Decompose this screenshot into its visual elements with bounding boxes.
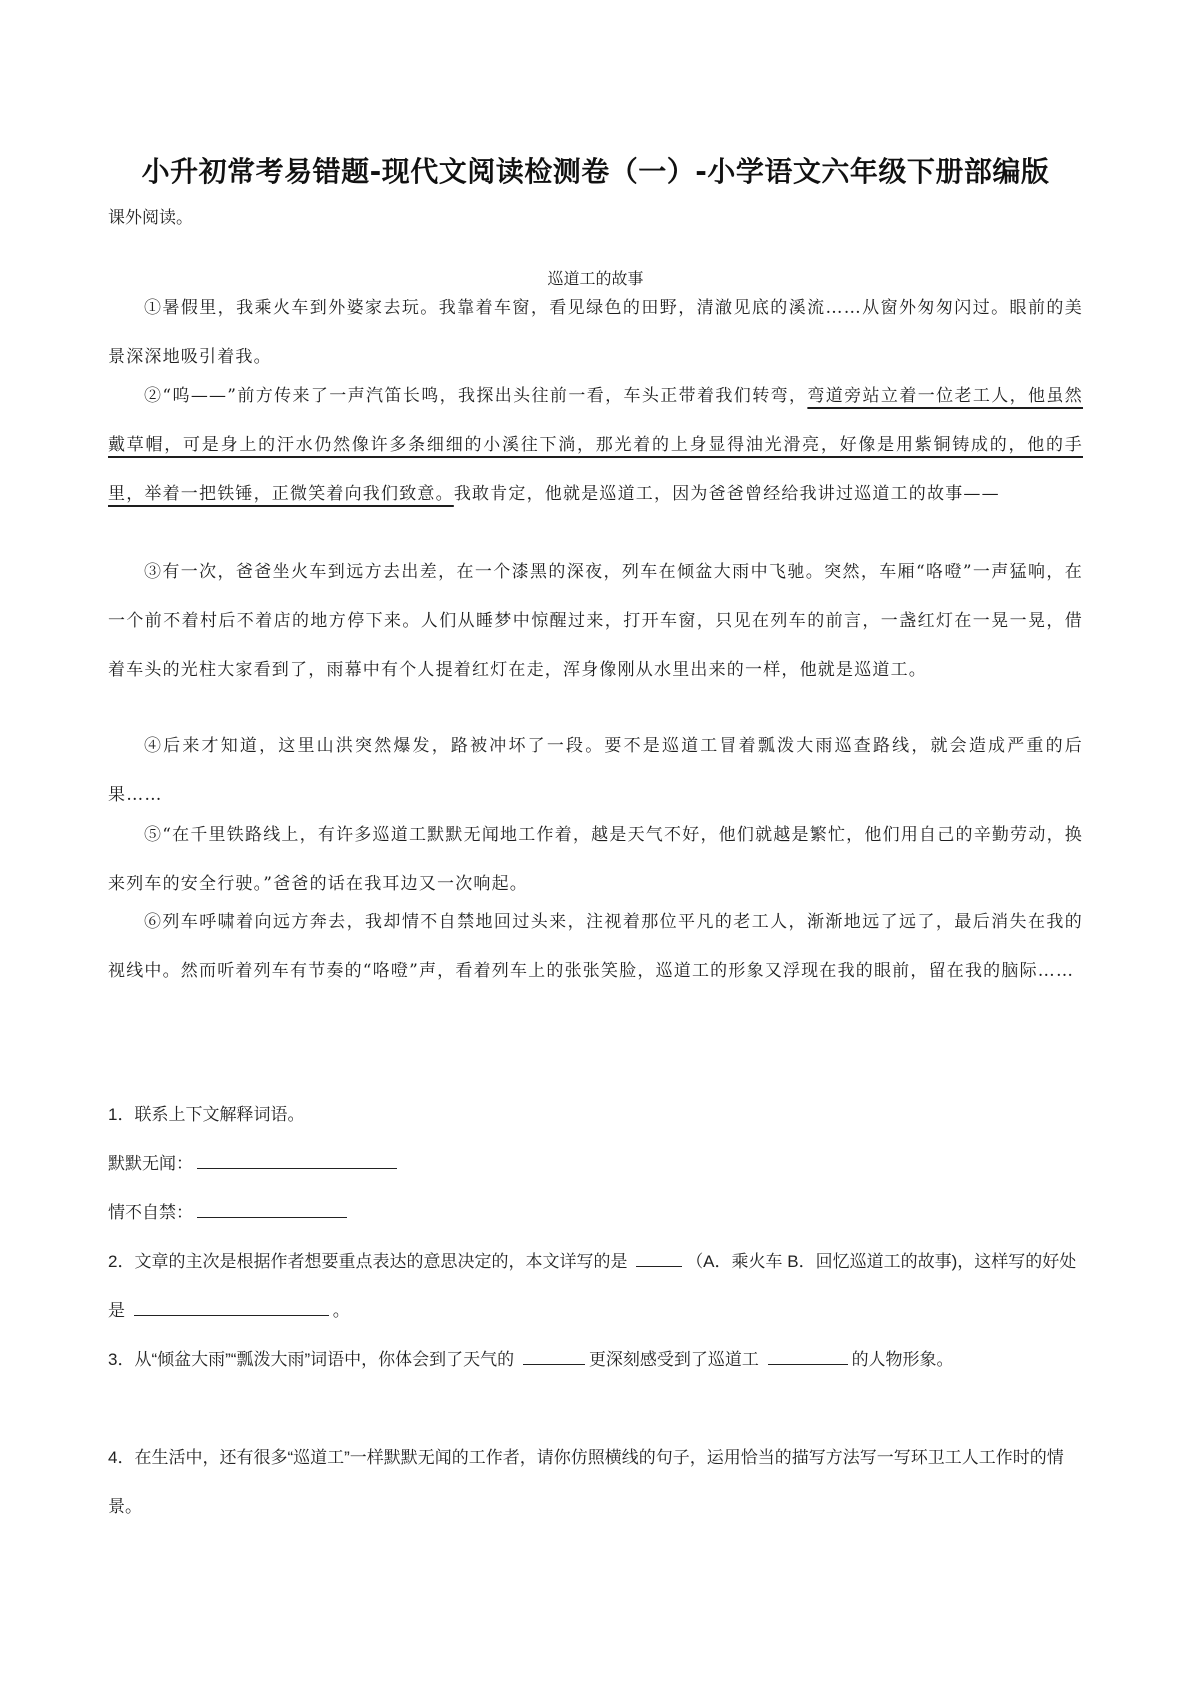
paragraph-6: ⑥列车呼啸着向远方奔去，我却情不自禁地回过头来，注视着那位平凡的老工人，渐渐地远了远了，最后消失在我的视线中。然而听着列车有节奏的“咯噔”声，看着列车上的张张笑脸，巡道工的形象又浮现在我的眼前，留在我的脑际…… — [108, 912, 1083, 981]
question-1-prompt: 1．联系上下文解释词语。 — [108, 1105, 305, 1124]
question-2-text: （A．乘火车 B．回忆巡道工的故事)，这样写的好处是 — [108, 1252, 1077, 1320]
paragraph-4: ④后来才知道，这里山洪突然爆发，路被冲坏了一段。要不是巡道工冒着瓢泼大雨巡查路线，就会造成严重的后果…… — [108, 736, 1083, 805]
question-2-text: 2．文章的主次是根据作者想要重点表达的意思决定的，本文详写的是 — [108, 1252, 633, 1271]
question-3-text: 3．从“倾盆大雨”“瓢泼大雨”词语中，你体会到了天气的 — [108, 1350, 519, 1369]
question-3-text: 的人物形象。 — [851, 1350, 954, 1369]
story-title: 巡道工的故事 — [547, 269, 644, 288]
paragraph-1: ①暑假里，我乘火车到外婆家去玩。我靠着车窗，看见绿色的田野，清澈见底的溪流……从窗外匆匆闪过。眼前的美景深深地吸引着我。 — [108, 298, 1083, 367]
paragraph-3: ③有一次，爸爸坐火车到远方去出差，在一个漆黑的深夜，列车在倾盆大雨中飞驰。突然，车厢“咯噔”一声猛响，在一个前不着村后不着店的地方停下来。人们从睡梦中惊醒过来，打开车窗，只见在列车的前言，一盏红灯在一晃一晃，借着车头的光柱大家看到了，雨幕中有个人提着红灯在走，浑身像刚从水里出来的一样，他就是巡道工。 — [108, 562, 1083, 680]
question-3 — [108, 1335, 1083, 1384]
answer-blank[interactable] — [134, 1297, 329, 1316]
answer-blank[interactable] — [523, 1346, 585, 1365]
question-1-item-1 — [108, 1139, 1083, 1188]
term-label: 默默无闻： — [108, 1154, 193, 1173]
answer-blank[interactable] — [197, 1199, 347, 1218]
question-1 — [108, 1090, 1083, 1237]
paragraph-2 — [108, 372, 1083, 519]
paragraph-2-outro: 我敢肯定，他就是巡道工，因为爸爸曾经给我讲过巡道工的故事—— — [453, 484, 1000, 504]
term-label: 情不自禁： — [108, 1203, 193, 1222]
question-2 — [108, 1237, 1083, 1335]
section-label: 课外阅读。 — [108, 208, 193, 227]
question-4: 4．在生活中，还有很多“巡道工”一样默默无闻的工作者，请你仿照横线的句子，运用恰当的描写方法写一写环卫工人工作时的情景。 — [108, 1448, 1064, 1516]
answer-blank[interactable] — [197, 1150, 397, 1169]
question-2-text: 。 — [332, 1301, 350, 1320]
answer-blank[interactable] — [768, 1346, 848, 1365]
underlined-sentence: 弯道旁站立着一位老工人，他虽然戴草帽，可是身上的汗水仍然像许多条细细的小溪往下淌，那光着的上身显得油光滑亮，好像是用紫铜铸成的，他的手里，举着一把铁锤，正微笑着向我们致意。 — [108, 386, 1084, 504]
answer-blank[interactable] — [636, 1248, 682, 1267]
paragraph-5: ⑤“在千里铁路线上，有许多巡道工默默无闻地工作着，越是天气不好，他们就越是繁忙，他们用自己的辛勤劳动，换来列车的安全行驶。”爸爸的话在我耳边又一次响起。 — [108, 825, 1083, 894]
document-title: 小升初常考易错题-现代文阅读检测卷（一）-小学语文六年级下册部编版 — [141, 155, 1050, 188]
paragraph-2-intro: ②“呜——”前方传来了一声汽笛长鸣，我探出头往前一看，车头正带着我们转弯， — [144, 386, 808, 406]
question-3-text: 更深刻感受到了巡道工 — [588, 1350, 764, 1369]
question-1-item-2 — [108, 1188, 1083, 1237]
